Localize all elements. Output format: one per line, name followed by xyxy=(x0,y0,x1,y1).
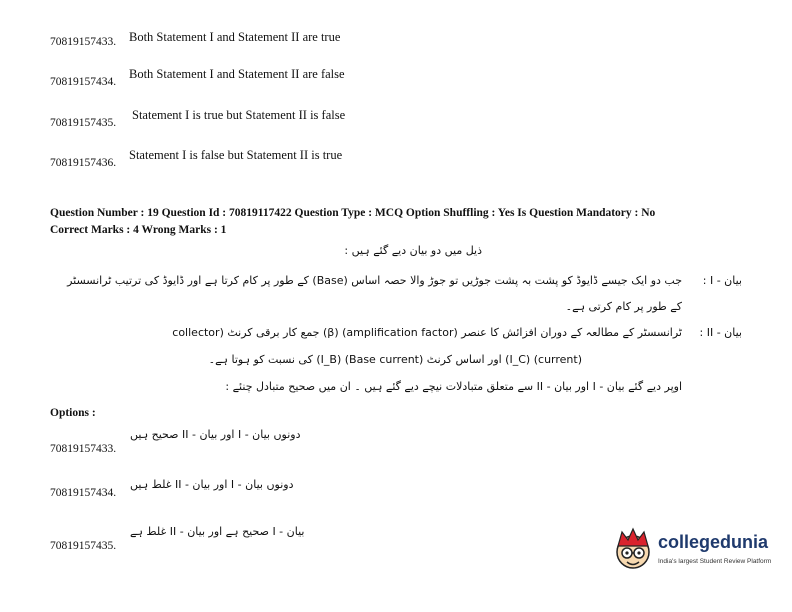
option-id: 70819157436. xyxy=(50,157,117,169)
statement-1-label: بیان - I : xyxy=(702,274,742,287)
question-marks: Correct Marks : 4 Wrong Marks : 1 xyxy=(50,224,227,236)
statement-1-text-cont: کے طور پر کام کرتی ہے۔ xyxy=(565,300,682,313)
option-text: Statement I is false but Statement II is true xyxy=(129,148,343,162)
question-header: Question Number : 19 Question Id : 70819117422 Question Type : MCQ Option Shuffling : Yes Is Question Mandatory : No xyxy=(50,207,656,219)
options-label: Options : xyxy=(50,407,96,419)
statement-2-text: ٹرانسسٹر کے مطالعہ کے دوران افزائش کا عنصر (amplification factor) (β) جمع کار برقی کرنٹ (collector xyxy=(172,326,682,339)
brand-name: collegedunia xyxy=(658,532,769,552)
statement-2-label: بیان - II : xyxy=(699,326,742,339)
option-text: Both Statement I and Statement II are false xyxy=(129,67,345,81)
option-id: 70819157434. xyxy=(50,76,117,88)
question-intro: ذیل میں دو بیان دیے گئے ہیں : xyxy=(344,244,482,257)
mascot-icon xyxy=(612,526,654,578)
brand-tagline: India's largest Student Review Platform xyxy=(658,558,772,565)
option-id: 70819157434. xyxy=(50,487,117,499)
option-text: Both Statement I and Statement II are true xyxy=(129,30,341,44)
option-id: 70819157433. xyxy=(50,443,117,455)
statement-1-text: جب دو ایک جیسے ڈایوڈ کو پشت بہ پشت جوڑیں تو جوڑ والا حصہ اساس (Base) کے طور پر کام کرتا ہے اور ڈایوڈ کی ترتیب ٹرانسسٹر xyxy=(67,274,682,287)
option-text: دونوں بیان - I اور بیان - II صحیح ہیں xyxy=(130,428,301,441)
option-text: دونوں بیان - I اور بیان - II غلط ہیں xyxy=(130,478,294,491)
collegedunia-logo xyxy=(612,526,782,586)
statement-2-text-cont: (current) (I_C) اور اساس کرنٹ (Base current) (I_B) کی نسبت کو ہوتا ہے۔ xyxy=(208,353,582,366)
option-text: Statement I is true but Statement II is false xyxy=(132,108,346,122)
option-id: 70819157433. xyxy=(50,36,117,48)
option-id: 70819157435. xyxy=(50,117,117,129)
option-text: بیان - I صحیح ہے اور بیان - II غلط ہے xyxy=(130,525,305,538)
question-prompt: اوپر دیے گئے بیان - I اور بیان - II سے متعلق متبادلات نیچے دیے گئے ہیں ۔ ان میں صحیح متبادل چنئے : xyxy=(225,380,682,393)
option-id: 70819157435. xyxy=(50,540,117,552)
